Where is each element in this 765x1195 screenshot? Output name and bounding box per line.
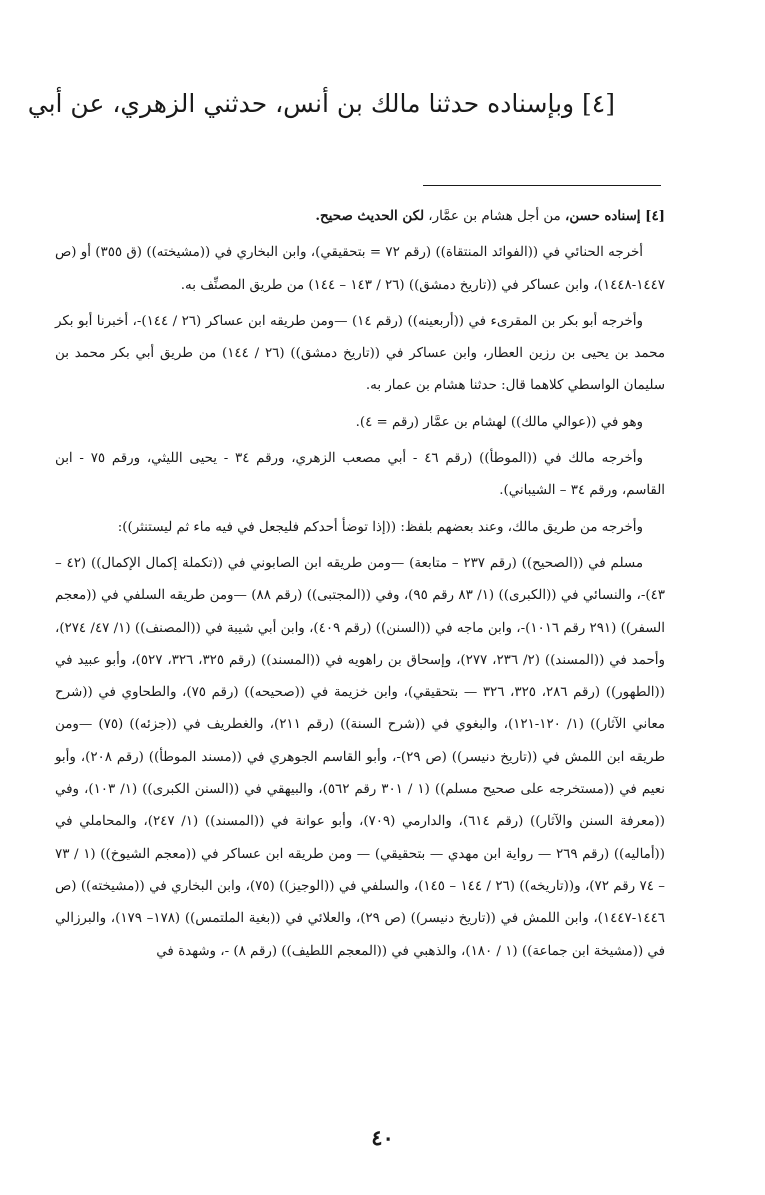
footnote-paragraph: وهو في ((عوالي مالك)) لهشام بن عمَّار (رقم = ٤). xyxy=(355,414,643,430)
footnote-verdict: لكن الحديث صحيح. xyxy=(315,208,425,224)
footnote-paragraph: مسلم في ((الصحيح)) (رقم ٢٣٧ – متابعة) —ومن طريقه ابن الصابوني في ((تكملة إكمال الإكمال)) (٤٢ – ٤٣)-، والنسائي في ((الكبرى)) (١/ ٨٣ رقم ٩٥)، وفي ((المجتبى)) (رقم ٨٨) —ومن طريقه السلفي في ((معجم السفر)) (٢٩١ رقم ١٠١٦)-، وابن ماجه في ((السنن)) (رقم ٤٠٩)، وابن أبي شيبة في ((المصنف)) (١/ ٤٧/ ٢٧٤)، وأحمد في ((المسند)) (٢/ ٢٣٦، ٢٧٧)، وإسحاق بن راهويه في ((المسند)) (رقم ٣٢٥، ٣٢٦، ٥٢٧)، وأبو عبيد في ((الطهور)) (رقم ٢٨٦، ٣٢٥، ٣٢٦ — بتحقيقي)، وابن خزيمة في ((صحيحه)) (رقم ٧٥)، والطحاوي في ((شرح معاني الآثار)) (١/ ١٢٠-١٢١)، والبغوي في ((شرح السنة)) (رقم ٢١١)، والغطريف في ((جزئه)) (٧٥) —ومن طريقه ابن اللمش في ((تاريخ دنيسر)) (ص ٢٩)-، وأبو القاسم الجوهري في ((مسند الموطأ)) (رقم ٢٠٨)، وأبو نعيم في ((مستخرجه على صحيح مسلم)) (١ / ٣٠١ رقم ٥٦٢)، والبيهقي في ((السنن الكبرى)) (١/ ١٠٣)، وفي ((معرفة السنن والآثار)) (رقم ٦١٤)، والدارمي (٧٠٩)، وأبو عوانة في ((المسند)) (١/ ٢٤٧)، والمحاملي في ((أماليه)) (رقم ٢٦٩ — رواية ابن مهدي — بتحقيقي) — ومن طريقه ابن عساكر في ((معجم الشيوخ)) (١ / ٧٣ – ٧٤ رقم ٧٢)، و((تاريخه)) (٢٦ / ١٤٤ – ١٤٥)، والسلفي في ((الوجيز)) (٧٥)، وابن البخاري في ((مشيخته)) (ص ١٤٤٦-١٤٤٧)، وابن اللمش في ((تاريخ دنيسر)) (ص ٢٩)، والعلائي في ((بغية الملتمس)) (١٧٨– ١٧٩)، والبرزالي في ((مشيخة ابن جماعة)) (١ / ١٨٠)، والذهبي في ((المعجم اللطيف)) (رقم ٨) -، وشهدة في xyxy=(55,555,666,959)
footnote-paragraph: وأخرجه أبو بكر بن المقرىء في ((أربعينه)) (رقم ١٤) —ومن طريقه ابن عساكر (٢٦ / ١٤٤)-، أخبرنا أبو بكر محمد بن يحيى بن رزين العطار، وابن عساكر في ((تاريخ دمشق)) (٢٦ / ١٤٤) من طريق أبي بكر محمد بن سليمان الواسطي كلاهما قال: حدثنا هشام بن عمار به. xyxy=(55,313,665,394)
footnote-number-grade: [٤] إسناده حسن، xyxy=(565,208,665,224)
footnotes xyxy=(55,200,665,968)
footnote-paragraph: وأخرجه من طريق مالك، وعند بعضهم بلفظ: ((إذا توضأ أحدكم فليجعل في فيه ماء ثم ليستنثر)): xyxy=(117,519,643,535)
footnote-separator xyxy=(423,185,661,186)
footnote-paragraph: أخرجه الحنائي في ((الفوائد المنتقاة)) (رقم ٧٢ = بتحقيقي)، وابن البخاري في ((مشيخته)) (ق ٣٥٥) أو (ص ١٤٤٧-١٤٤٨)، وابن عساكر في ((تاريخ دمشق)) (٢٦ / ١٤٣ – ١٤٤) من طريق المصنِّف به. xyxy=(55,245,665,293)
footnote-heading xyxy=(55,200,665,233)
page-number: ٤٠ xyxy=(371,1125,394,1150)
footnote-paragraph: وأخرجه مالك في ((الموطأ)) (رقم ٤٦ - أبي مصعب الزهري، ورقم ٣٤ - يحيى الليثي، ورقم ٧٥ - ابن القاسم، ورقم ٣٤ – الشيباني). xyxy=(55,451,665,499)
footnote-reason: من أجل هشام بن عمَّار، xyxy=(424,209,565,224)
hadith-text: [٤] وبإسناده حدثنا مالك بن أنس، حدثني الزهري، عن أبي xyxy=(27,89,615,118)
